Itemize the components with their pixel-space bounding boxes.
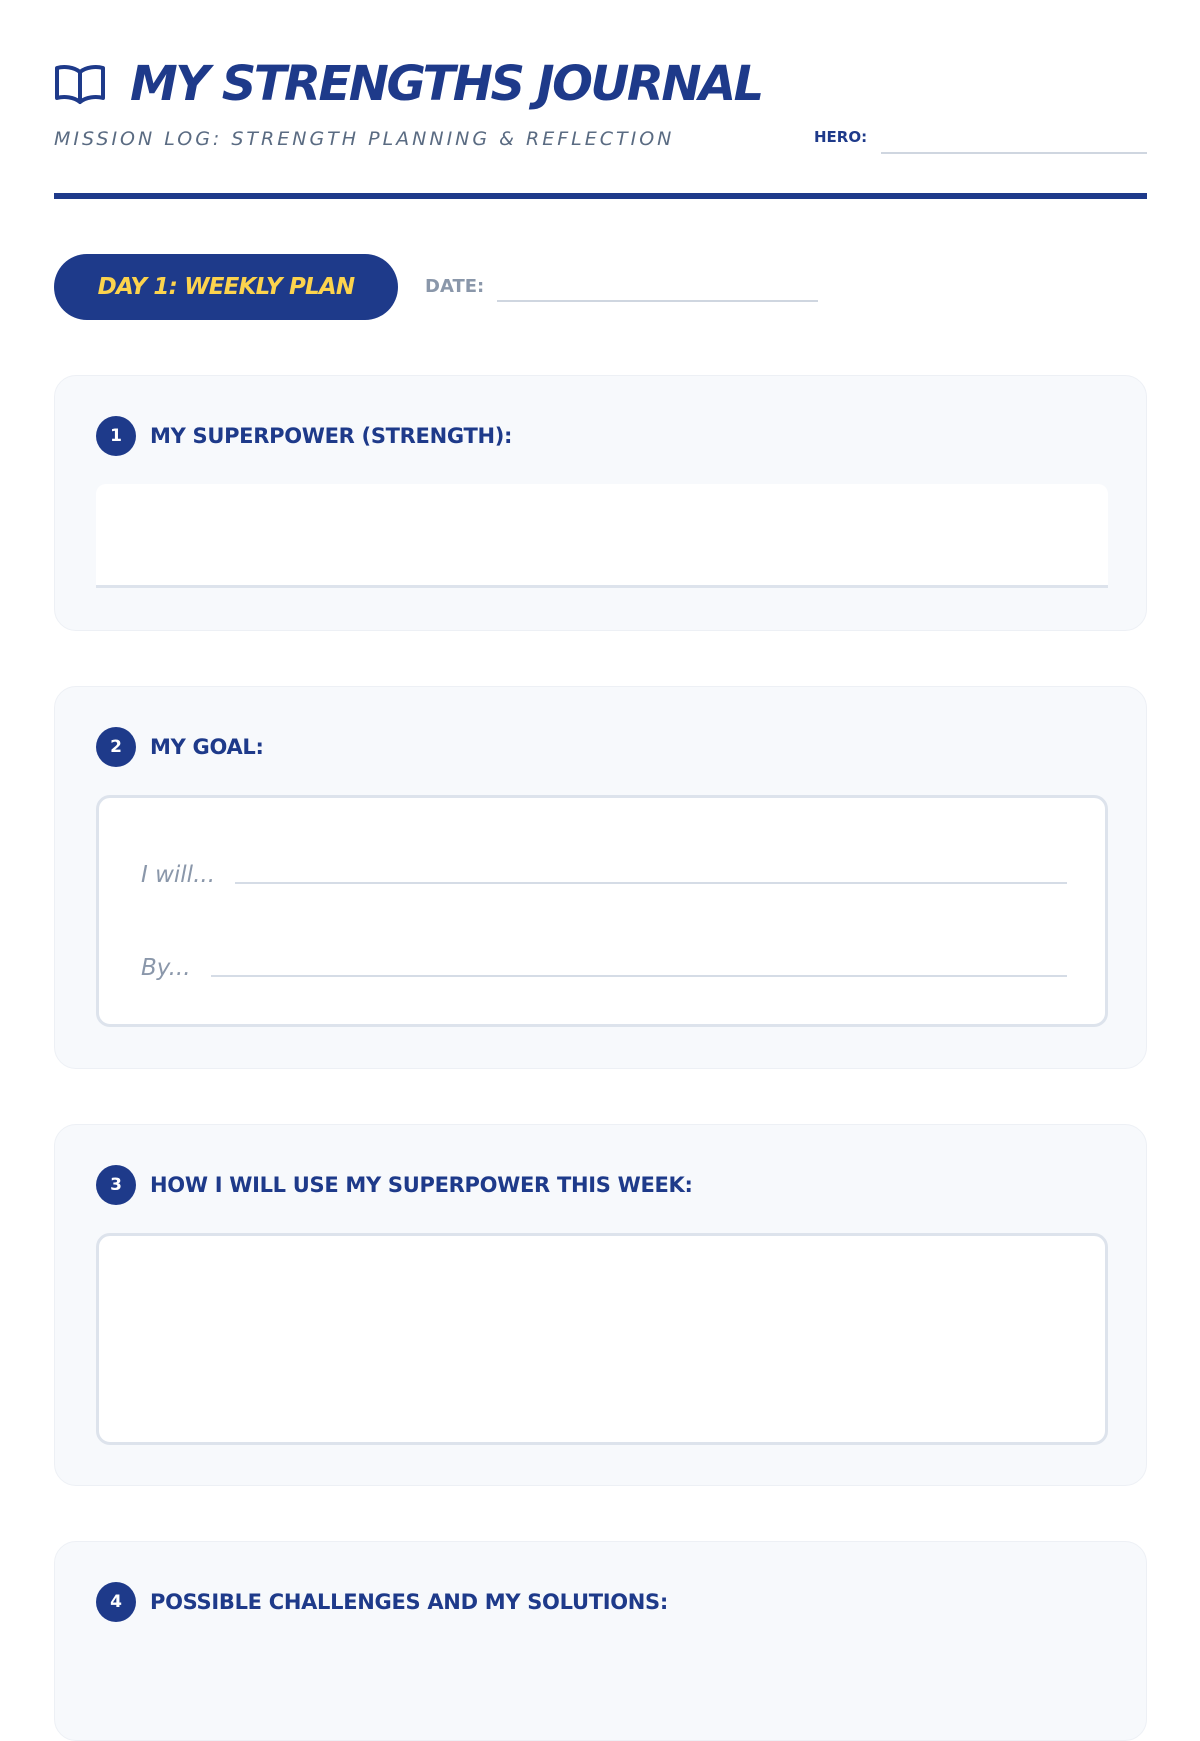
goal-row-by	[141, 943, 1067, 983]
section-superpower	[54, 375, 1147, 631]
book-open-icon	[54, 62, 106, 106]
step-number-badge: 4	[96, 1582, 136, 1622]
goal-i-will-field[interactable]	[235, 882, 1067, 884]
step-number-badge: 2	[96, 727, 136, 767]
section-title: MY GOAL:	[150, 735, 264, 759]
section-title: MY SUPERPOWER (STRENGTH):	[150, 424, 513, 448]
use-superpower-textarea[interactable]	[96, 1233, 1108, 1445]
page-title: MY STRENGTHS JOURNAL	[130, 56, 762, 112]
goal-prompt-label: By...	[141, 955, 191, 981]
superpower-input[interactable]	[96, 484, 1108, 588]
section-header	[96, 416, 512, 456]
journal-header	[54, 56, 1147, 200]
section-challenges	[54, 1541, 1147, 1741]
section-header	[96, 1165, 693, 1205]
page-subtitle: MISSION LOG: STRENGTH PLANNING & REFLECTION	[54, 128, 675, 150]
hero-label: HERO:	[814, 128, 868, 146]
journal-page	[54, 0, 1147, 1614]
section-title: HOW I WILL USE MY SUPERPOWER THIS WEEK:	[150, 1173, 693, 1197]
date-field[interactable]	[497, 300, 818, 302]
day-badge: DAY 1: WEEKLY PLAN	[54, 254, 398, 320]
hero-name-field[interactable]	[881, 152, 1147, 154]
goal-row-i-will	[141, 850, 1067, 890]
section-header	[96, 1582, 668, 1622]
goal-prompt-label: I will...	[141, 862, 216, 888]
section-goal	[54, 686, 1147, 1069]
section-use-superpower	[54, 1124, 1147, 1486]
goal-by-field[interactable]	[211, 975, 1067, 977]
step-number-badge: 3	[96, 1165, 136, 1205]
goal-box	[96, 795, 1108, 1027]
section-header	[96, 727, 264, 767]
date-label: DATE:	[425, 276, 485, 297]
step-number-badge: 1	[96, 416, 136, 456]
header-divider	[54, 193, 1147, 199]
section-title: POSSIBLE CHALLENGES AND MY SOLUTIONS:	[150, 1590, 668, 1614]
